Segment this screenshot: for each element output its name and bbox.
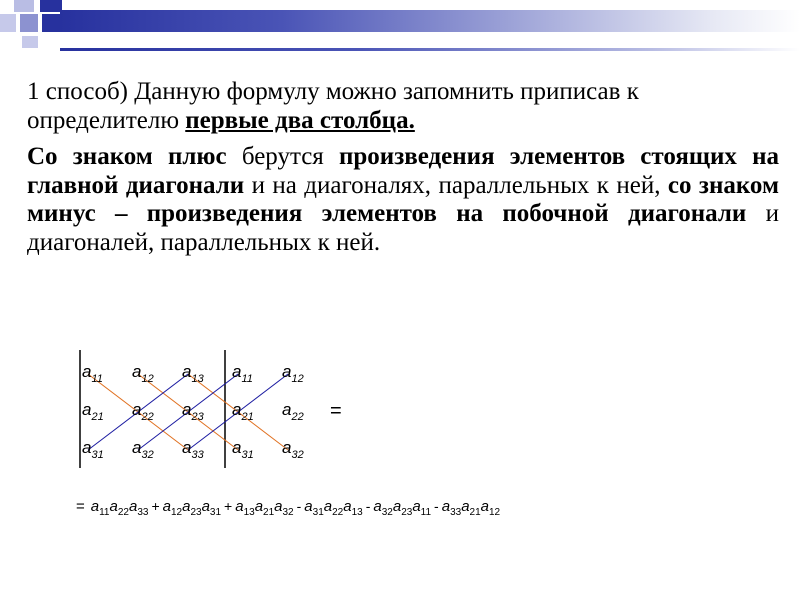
square-icon	[42, 14, 62, 32]
term-letter: a	[392, 498, 402, 515]
matrix-element	[282, 438, 304, 461]
element-letter: a	[232, 400, 242, 419]
term-letter: a	[441, 498, 451, 515]
term-letter: a	[480, 498, 489, 515]
element-index: 11	[241, 373, 253, 385]
formula-term	[235, 498, 294, 518]
square-icon	[14, 0, 34, 12]
element-letter: a	[282, 400, 292, 419]
term-index: 21	[469, 507, 481, 518]
matrix-element	[132, 400, 154, 423]
term-letter: a	[162, 498, 171, 515]
term-letter: a	[343, 498, 352, 515]
term-index: 21	[263, 507, 275, 518]
term-letter: a	[90, 498, 100, 515]
formula-term	[90, 498, 149, 518]
term-index: 13	[243, 507, 255, 518]
rule-plus: Со знаком плюс	[27, 143, 227, 170]
element-letter: a	[132, 362, 142, 381]
term-index: 12	[489, 507, 501, 518]
matrix-element	[182, 362, 204, 385]
formula-term	[162, 498, 222, 518]
element-index: 12	[291, 373, 304, 385]
term-index: 11	[99, 507, 110, 518]
term-index: 22	[117, 507, 129, 518]
element-letter: a	[232, 362, 242, 381]
formula-sign: -	[434, 498, 439, 514]
square-icon	[20, 14, 38, 32]
term-index: 33	[450, 507, 462, 518]
element-index: 21	[91, 411, 104, 423]
term-letter: a	[274, 498, 283, 515]
matrix-element	[182, 438, 204, 461]
square-icon	[0, 14, 16, 32]
method-emphasis: первые два столбца.	[185, 106, 415, 134]
term-letter: a	[235, 498, 244, 515]
rule-text: и на диагоналях, параллельных к ней,	[244, 171, 668, 199]
element-letter: a	[182, 400, 192, 419]
rule-paragraph	[27, 143, 779, 257]
matrix-element	[232, 362, 253, 385]
method-text: 1 способ) Данную формулу можно запомнить приписав к определителю	[27, 78, 639, 134]
element-index: 13	[191, 373, 204, 385]
matrix-element	[132, 438, 154, 461]
term-index: 31	[312, 507, 324, 518]
term-index: 32	[381, 507, 393, 518]
term-index: 33	[137, 507, 149, 518]
term-index: 23	[401, 507, 413, 518]
term-letter: a	[201, 498, 210, 515]
matrix-element	[82, 362, 103, 385]
matrix-element	[82, 438, 104, 461]
term-letter: a	[182, 498, 191, 515]
term-index: 32	[282, 507, 294, 518]
element-letter: a	[82, 362, 92, 381]
element-index: 31	[91, 449, 104, 461]
formula-term	[304, 498, 363, 518]
matrix-element	[82, 400, 104, 423]
formula-sign: +	[224, 498, 233, 514]
term-letter: a	[461, 498, 470, 515]
rule-text: берутся	[226, 143, 339, 170]
square-icon	[22, 36, 38, 48]
formula-sign: -	[365, 498, 371, 514]
term-index: 12	[170, 507, 183, 518]
element-index: 22	[141, 411, 154, 423]
element-letter: a	[282, 438, 292, 457]
expansion-formula	[76, 498, 776, 518]
term-index: 23	[190, 507, 202, 518]
term-index: 11	[420, 507, 432, 518]
matrix-element	[232, 438, 254, 461]
slide-body	[27, 78, 779, 257]
element-letter: a	[132, 400, 142, 419]
term-letter: a	[373, 498, 382, 515]
matrix-element	[132, 362, 154, 385]
equals-sign: =	[330, 400, 342, 422]
matrix-element	[182, 400, 204, 423]
element-index: 33	[191, 449, 204, 461]
element-letter: a	[182, 362, 192, 381]
determinant-diagram	[60, 340, 420, 480]
element-index: 21	[241, 411, 254, 423]
element-index: 32	[291, 449, 304, 461]
term-letter: a	[109, 498, 118, 515]
method-paragraph	[27, 78, 779, 135]
term-letter: a	[254, 498, 264, 515]
matrix-element	[232, 400, 254, 423]
formula-term	[373, 498, 432, 518]
matrix-element	[282, 362, 304, 385]
term-index: 31	[209, 507, 222, 518]
element-index: 23	[191, 411, 204, 423]
element-index: 11	[91, 373, 103, 385]
rule-main-diagonal: произведения элементов стоящих на главной диагонали	[27, 143, 780, 199]
term-index: 22	[332, 507, 344, 518]
formula-sign: +	[151, 498, 160, 514]
rule-minus: со знаком минус – произведения элементов на побочной диагонали	[27, 171, 779, 227]
term-letter: a	[128, 498, 138, 515]
element-index: 12	[141, 373, 154, 385]
term-letter: a	[323, 498, 333, 515]
square-icon	[40, 0, 62, 12]
matrix-element	[282, 400, 304, 423]
header-bar	[60, 10, 800, 32]
rule-text: и диагоналей, параллельных к ней.	[27, 200, 779, 256]
formula-equals: =	[76, 498, 85, 515]
element-letter: a	[182, 438, 192, 457]
term-index: 13	[351, 507, 363, 518]
element-letter: a	[232, 438, 242, 457]
element-index: 22	[291, 411, 304, 423]
term-letter: a	[412, 498, 421, 515]
element-index: 32	[141, 449, 154, 461]
element-letter: a	[132, 438, 142, 457]
element-letter: a	[82, 438, 92, 457]
formula-term	[441, 498, 501, 518]
formula-sign: -	[296, 498, 302, 514]
element-letter: a	[282, 362, 292, 381]
element-letter: a	[82, 400, 92, 419]
element-index: 31	[241, 449, 254, 461]
term-letter: a	[304, 498, 313, 515]
header-divider	[60, 48, 800, 51]
